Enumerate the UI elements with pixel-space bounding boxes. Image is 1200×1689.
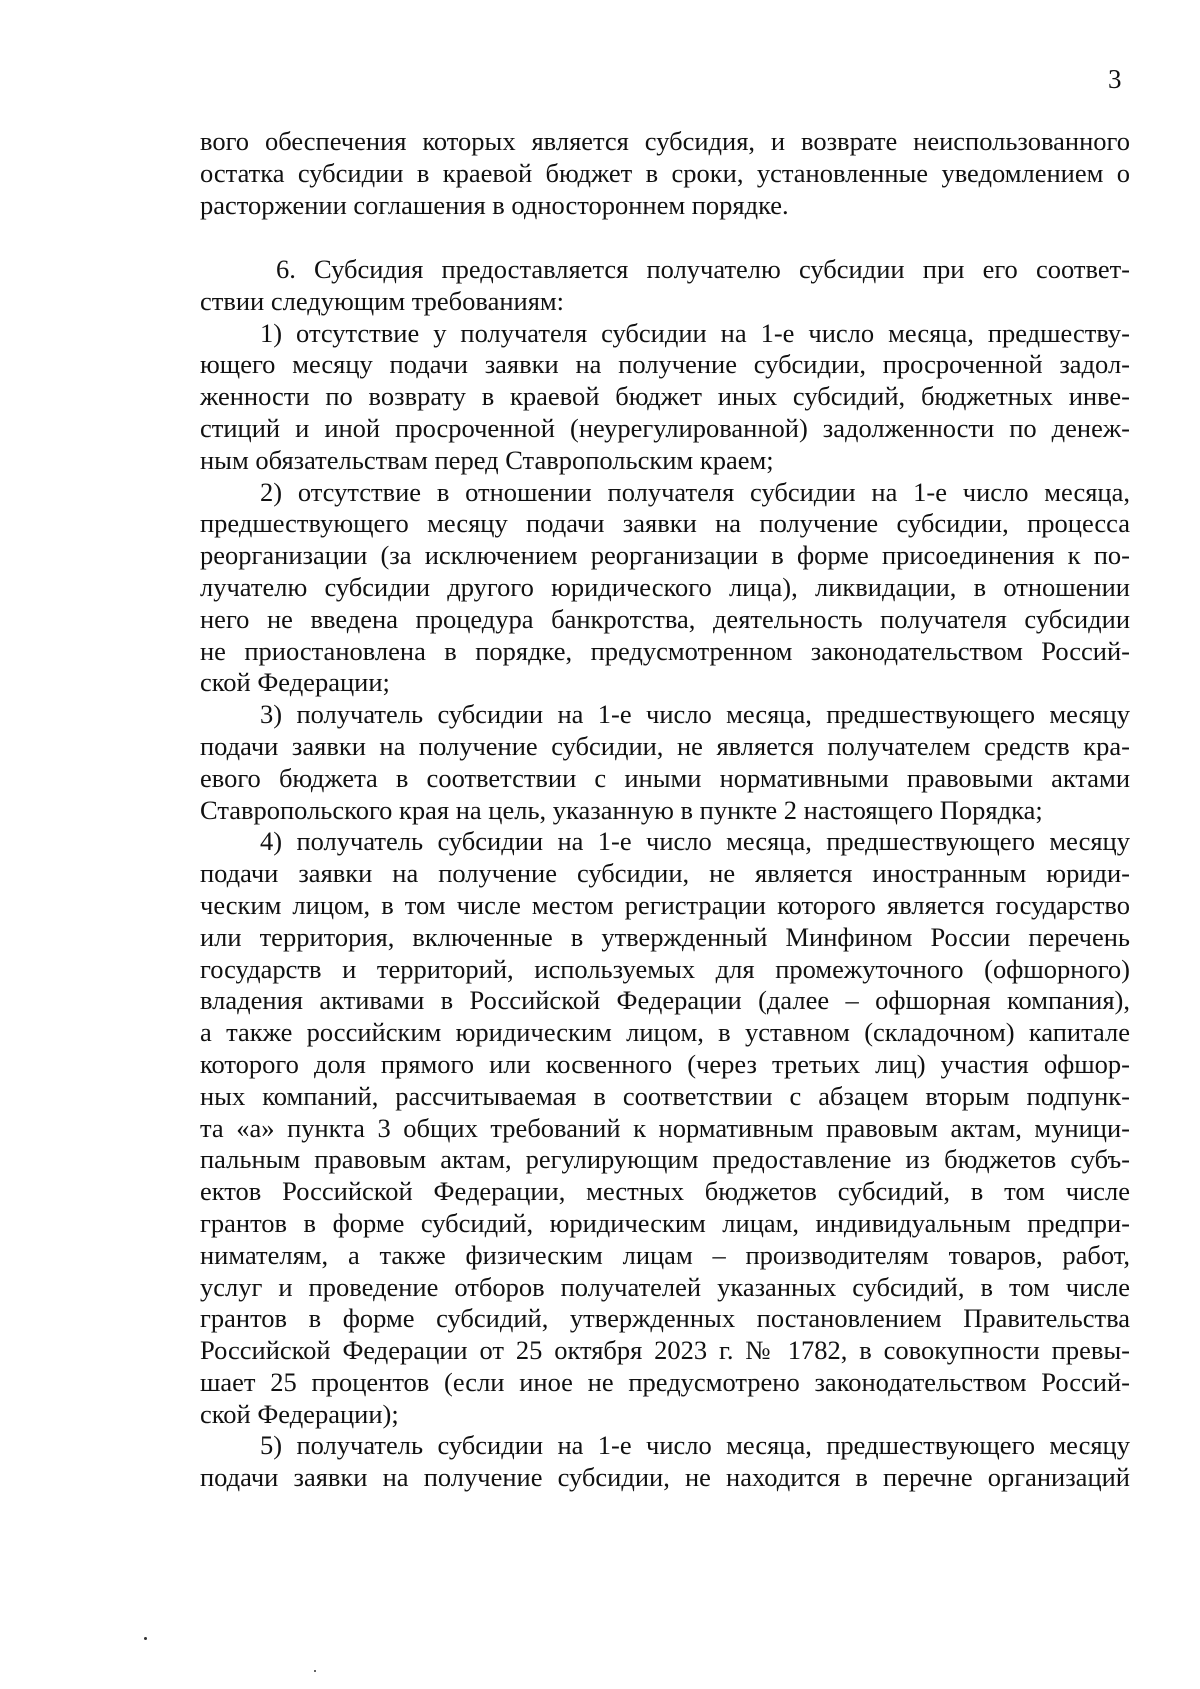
text-line: государств и территорий, используемых для промежуточного (офшорного) [200,953,1130,984]
text-line: подачи заявки на получение субсидии, не является получателем средств кра- [200,730,1130,761]
text-line: реорганизации (за исключением реорганизации в форме присоединения к по- [200,540,1130,571]
text-line: ных компаний, рассчитываемая в соответствии с абзацем вторым подпунк- [200,1080,1130,1111]
page-number: 3 [1108,64,1122,94]
text-line: стиций и иной просроченной (неурегулированной) задолженности по денеж- [200,412,1130,443]
text-line: ным обязательствам перед Ставропольским краем; [200,444,774,475]
text-line: евого бюджета в соответствии с иными нормативными правовыми актами [200,762,1130,793]
text-line: лучателю субсидии другого юридического лица), ликвидации, в отношении [200,571,1130,602]
section-6 [200,254,1130,1494]
text-line: остатка субсидии в краевой бюджет в сроки, установленные уведомлением о [200,157,1130,188]
text-line: услуг и проведение отборов получателей указанных субсидий, в том числе [200,1271,1130,1302]
text-line: владения активами в Российской Федерации (далее – офшорная компания), [200,985,1130,1016]
text-line: а также российским юридическим лицом, в уставном (складочном) капитале [200,1017,1130,1048]
text-line: или территория, включенные в утвержденный Минфином России перечень [200,921,1130,952]
text-line: 4) получатель субсидии на 1-е число месяца, предшествующего месяцу [260,826,1130,857]
text-line: 6. Субсидия предоставляется получателю субсидии при его соответ- [276,254,1130,284]
text-line: грантов в форме субсидий, утвержденных постановлением Правительства [200,1303,1130,1334]
text-line: шает 25 процентов (если иное не предусмотрено законодательством Россий- [200,1366,1130,1397]
text-line: ческим лицом, в том числе местом регистрации которого является государство [200,889,1130,920]
text-line: пальным правовым актам, регулирующим предоставление из бюджетов субъ- [200,1144,1130,1175]
text-line: ской Федерации); [200,1398,399,1429]
text-line: 1) отсутствие у получателя субсидии на 1-е число месяца, предшеству- [260,317,1130,348]
text-line: ствии следующим требованиям: [200,285,565,316]
requirement-item-4 [200,826,1130,1430]
text-line: ющего месяцу подачи заявки на получение субсидии, просроченной задол- [200,349,1130,380]
text-line: которого доля прямого или косвенного (через третьих лиц) участия офшор- [200,1048,1130,1079]
text-line: та «а» пункта 3 общих требований к нормативным правовым актам, муници- [200,1112,1130,1143]
text-line: предшествующего месяцу подачи заявки на получение субсидии, процесса [200,508,1130,539]
text-line: ектов Российской Федерации, местных бюджетов субсидий, в том числе [200,1176,1130,1207]
text-line: ской Федерации; [200,667,390,698]
requirement-item-1 [200,318,1130,477]
text-line: Ставропольского края на цель, указанную в пункте 2 настоящего Порядка; [200,794,1043,825]
text-line: грантов в форме субсидий, юридическим лицам, индивидуальным предпри- [200,1207,1130,1238]
text-line: подачи заявки на получение субсидии, не находится в перечне организаций [200,1462,1130,1493]
text-line: него не введена процедура банкротства, деятельность получателя субсидии [200,603,1130,634]
text-line: 5) получатель субсидии на 1-е число месяца, предшествующего месяцу [260,1430,1130,1461]
continuation-paragraph [200,126,1130,221]
scan-speck [144,1637,147,1640]
section-6-intro [200,254,1130,318]
requirement-item-2 [200,477,1130,700]
text-line: вого обеспечения которых является субсидия, и возврате неиспользованного [200,126,1130,156]
text-line: подачи заявки на получение субсидии, не является иностранным юриди- [200,858,1130,889]
text-line: Российской Федерации от 25 октября 2023 г. № 1782, в совокупности превы- [200,1335,1130,1366]
text-line: 3) получатель субсидии на 1-е число месяца, предшествующего месяцу [260,699,1130,730]
scan-speck [314,1670,316,1672]
text-line: расторжении соглашения в одностороннем порядке. [200,189,789,220]
text-line: нимателям, а также физическим лицам – производителям товаров, работ, [200,1239,1130,1270]
text-line: не приостановлена в порядке, предусмотренном законодательством Россий- [200,635,1130,666]
text-line: 2) отсутствие в отношении получателя субсидии на 1-е число месяца, [260,476,1130,507]
text-line: женности по возврату в краевой бюджет иных субсидий, бюджетных инве- [200,381,1130,412]
requirement-item-3 [200,699,1130,826]
requirement-item-5 [200,1430,1130,1494]
